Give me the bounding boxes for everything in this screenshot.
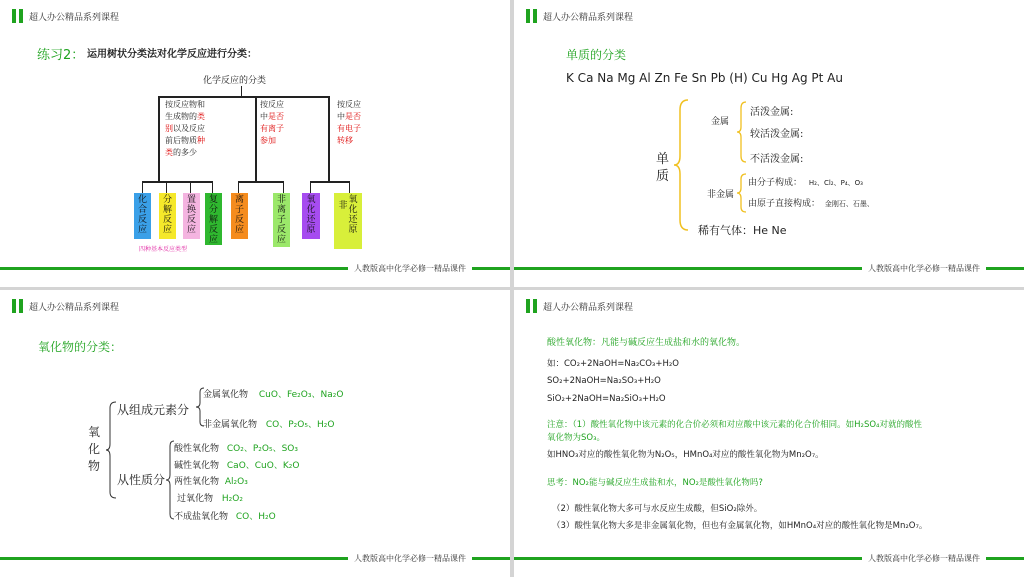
criterion-3 xyxy=(337,99,361,147)
point-3: （3）酸性氧化物大多是非金属氧化物，但也有金属氧化物，如HMnO₄对应的酸性氧化物是Mn₂O₇。 xyxy=(552,521,928,531)
criterion-1 xyxy=(165,99,205,159)
box-combination xyxy=(134,193,151,239)
header-text: 超人办公精品系列课程 xyxy=(543,12,634,23)
box-char: 非 xyxy=(276,195,286,205)
oxide-brace-icon xyxy=(104,400,118,500)
noble-examples: He Ne xyxy=(753,224,787,237)
root-char: 化 xyxy=(88,442,101,456)
box-char: 化 xyxy=(348,205,358,215)
comp-item-metal xyxy=(203,387,343,400)
box-char: 子 xyxy=(276,215,286,225)
footer-text: 人教版高中化学必修一精品课件 xyxy=(348,263,472,274)
comp-examples: CO、P₂O₅、H₂O xyxy=(265,420,335,430)
prop-label: 两性氧化物 xyxy=(174,477,220,487)
header-bars-icon xyxy=(12,299,23,313)
crit-text: 中 xyxy=(260,112,268,121)
crit-highlight: 转移 xyxy=(337,136,353,145)
box-char: 原 xyxy=(348,225,358,235)
box-char: 应 xyxy=(234,225,244,235)
footer-dash xyxy=(992,557,1014,560)
box-char: 非 xyxy=(338,201,348,211)
tree-line xyxy=(190,181,191,193)
slide-header xyxy=(12,9,119,23)
slide-header xyxy=(526,9,633,23)
metal-item: 不活泼金属: xyxy=(750,154,804,165)
crit-text: 中 xyxy=(337,112,345,121)
basic-reaction-note: 四种基本反应类型 xyxy=(139,246,188,253)
nonmetal-molecular xyxy=(748,175,863,188)
criterion-2 xyxy=(260,99,284,147)
tree-line xyxy=(328,96,330,182)
box-char: 还 xyxy=(348,215,358,225)
equation-3: SiO₂+2NaOH=Na₂SiO₃+H₂O xyxy=(547,394,666,404)
box-char: 置 xyxy=(186,195,196,205)
crit-line: 按反应物和 xyxy=(165,100,205,109)
tree-line xyxy=(158,96,160,182)
box-non-ionic xyxy=(273,193,290,247)
exercise-title: 运用树状分类法对化学反应进行分类： xyxy=(87,49,257,60)
tree-line xyxy=(238,181,284,183)
crit-text: 生成物的 xyxy=(165,112,197,121)
box-char: 氧 xyxy=(348,195,358,205)
comp-examples: CuO、Fe₂O₃、Na₂O xyxy=(258,390,344,400)
nonmetal-atomic xyxy=(748,196,874,209)
box-char: 合 xyxy=(137,205,147,215)
root-char: 物 xyxy=(88,459,101,473)
comp-label: 非金属氧化物 xyxy=(203,420,258,430)
crit-text: 前后物质 xyxy=(165,136,197,145)
header-bars-icon xyxy=(526,9,537,23)
prop-label: 过氧化物 xyxy=(177,494,214,504)
crit-text: 的多少 xyxy=(173,148,197,157)
metal-label: 金属 xyxy=(711,117,730,127)
prop-item xyxy=(174,458,299,471)
crit-highlight: 是否 xyxy=(268,112,284,121)
by-composition: 从组成元素分 xyxy=(117,403,190,417)
header-bars-icon xyxy=(12,9,23,23)
prop-examples: H₂O₂ xyxy=(221,494,243,504)
nm-mol-examples: H₂、Cl₂、P₄、O₃ xyxy=(808,179,863,187)
nm-mol-label: 由分子构成： xyxy=(748,178,803,188)
footer-text: 人教版高中化学必修一精品课件 xyxy=(862,553,986,564)
prop-examples: Al₂O₃ xyxy=(224,477,248,487)
footer-text: 人教版高中化学必修一精品课件 xyxy=(348,553,472,564)
box-char: 复 xyxy=(208,195,218,205)
tree-line xyxy=(142,181,213,183)
crit-highlight: 别 xyxy=(165,124,173,133)
header-text: 超人办公精品系列课程 xyxy=(29,302,120,313)
acidic-oxide-definition: 酸性氧化物：凡能与碱反应生成盐和水的氧化物。 xyxy=(547,338,746,348)
prop-label: 酸性氧化物 xyxy=(174,444,220,454)
box-char: 应 xyxy=(137,225,147,235)
slide3-title: 氧化物的分类： xyxy=(38,340,123,354)
think-question: 思考：NO₂能与碱反应生成盐和水，NO₂是酸性氧化物吗? xyxy=(547,478,763,488)
footer-text: 人教版高中化学必修一精品课件 xyxy=(862,263,986,274)
header-text: 超人办公精品系列课程 xyxy=(29,12,120,23)
box-displacement xyxy=(183,193,200,239)
tree-line xyxy=(349,181,350,193)
footer-dash xyxy=(992,267,1014,270)
prop-examples: CO₂、P₂O₅、SO₃ xyxy=(226,444,298,454)
tree-line xyxy=(166,181,167,193)
header-text: 超人办公精品系列课程 xyxy=(543,302,634,313)
box-char: 化 xyxy=(306,205,316,215)
box-char: 离 xyxy=(234,195,244,205)
metal-item: 较活泼金属: xyxy=(750,129,804,140)
crit-line: 按反应 xyxy=(337,100,361,109)
box-char: 反 xyxy=(137,215,147,225)
tree-root: 化学反应的分类 xyxy=(203,76,267,86)
slide-2[interactable] xyxy=(514,0,1024,287)
prop-label: 碱性氧化物 xyxy=(174,461,220,471)
footer-dash xyxy=(478,267,500,270)
metal-activity-series: K Ca Na Mg Al Zn Fe Sn Pb (H) Cu Hg Ag Pt Au xyxy=(566,71,843,85)
box-char: 离 xyxy=(276,205,286,215)
box-non-redox xyxy=(334,193,362,249)
slide2-title: 单质的分类 xyxy=(566,48,627,62)
metal-brace-icon xyxy=(736,100,748,164)
main-brace-icon xyxy=(672,98,692,232)
slide-header xyxy=(12,299,119,313)
header-bars-icon xyxy=(526,299,537,313)
box-char: 反 xyxy=(208,225,218,235)
prop-item xyxy=(174,441,298,454)
tree-line xyxy=(255,96,257,182)
footer-dash xyxy=(478,557,500,560)
box-char: 换 xyxy=(186,205,196,215)
nonmetal-brace-icon xyxy=(736,172,748,214)
slide-header xyxy=(526,299,633,313)
box-char: 化 xyxy=(137,195,147,205)
by-property: 从性质分 xyxy=(117,473,166,487)
box-char: 氧 xyxy=(306,195,316,205)
box-char: 应 xyxy=(208,235,218,245)
root-char: 氧 xyxy=(88,425,101,439)
box-char: 解 xyxy=(162,205,172,215)
crit-highlight: 种 xyxy=(197,136,205,145)
nm-atom-examples: 金刚石、石墨、 xyxy=(824,200,874,208)
note-1: 注意：（1）酸性氧化物中该元素的化合价必须和对应酸中该元素的化合价相同。如H₂SO₄对就的酸性 xyxy=(547,420,922,430)
box-char: 分 xyxy=(162,195,172,205)
note-1-cont: 氧化物为SO₃。 xyxy=(547,433,605,443)
box-char: 分 xyxy=(208,205,218,215)
noble-label: 稀有气体： xyxy=(698,224,753,237)
metal-item: 活泼金属: xyxy=(750,107,794,118)
equation-2: SO₂+2NaOH=Na₂SO₃+H₂O xyxy=(547,376,661,386)
oxide-root xyxy=(88,424,100,475)
box-char: 应 xyxy=(186,225,196,235)
crit-highlight: 参加 xyxy=(260,136,276,145)
slide-3[interactable] xyxy=(0,290,510,577)
tree-line xyxy=(283,181,284,193)
crit-highlight: 类 xyxy=(165,148,173,157)
tree-line xyxy=(310,181,311,193)
box-char: 反 xyxy=(234,215,244,225)
note-2: 如HNO₃对应的酸性氧化物为N₂O₅，HMnO₄对应的酸性氧化物为Mn₂O₇。 xyxy=(547,450,824,460)
box-double-displacement xyxy=(205,193,222,245)
tree-line xyxy=(212,181,213,193)
crit-highlight: 有离子 xyxy=(260,124,284,133)
comp-item-nonmetal xyxy=(203,417,334,430)
box-char: 应 xyxy=(162,225,172,235)
crit-highlight: 是否 xyxy=(345,112,361,121)
box-char: 反 xyxy=(186,215,196,225)
tree-line xyxy=(310,181,350,183)
prop-item xyxy=(177,491,243,504)
prop-item xyxy=(174,509,276,522)
crit-highlight: 类 xyxy=(197,112,205,121)
crit-line: 按反应 xyxy=(260,100,284,109)
crit-text: 以及反应 xyxy=(173,124,205,133)
nonmetal-label: 非金属 xyxy=(707,190,735,200)
box-redox xyxy=(302,193,320,239)
box-char: 反 xyxy=(276,225,286,235)
box-char: 原 xyxy=(306,225,316,235)
box-char: 子 xyxy=(234,205,244,215)
slide-4[interactable] xyxy=(514,290,1024,577)
box-char: 应 xyxy=(276,235,286,245)
box-char: 还 xyxy=(306,215,316,225)
nm-atom-label: 由原子直接构成： xyxy=(748,199,821,209)
box-decomposition xyxy=(159,193,176,239)
box-char: 解 xyxy=(208,215,218,225)
crit-highlight: 有电子 xyxy=(337,124,361,133)
prop-examples: CO、H₂O xyxy=(235,512,276,522)
noble-gases xyxy=(698,222,787,238)
point-2: （2）酸性氧化物大多可与水反应生成酸，但SiO₂除外。 xyxy=(552,504,763,514)
tree-line xyxy=(158,96,329,98)
tree-line xyxy=(142,181,143,193)
exercise-label: 练习2： xyxy=(37,48,85,63)
root-char-1: 单 xyxy=(656,152,670,167)
tree-line xyxy=(238,181,239,193)
comp-label: 金属氧化物 xyxy=(203,390,249,400)
slide-1[interactable] xyxy=(0,0,510,287)
box-ionic xyxy=(231,193,248,239)
box-char: 反 xyxy=(162,215,172,225)
prop-item xyxy=(174,474,248,487)
root-char-2: 质 xyxy=(656,169,670,184)
prop-label: 不成盐氧化物 xyxy=(174,512,229,522)
prop-examples: CaO、CuO、K₂O xyxy=(226,461,300,471)
equation-1: 如：CO₂+2NaOH=Na₂CO₃+H₂O xyxy=(547,359,679,369)
